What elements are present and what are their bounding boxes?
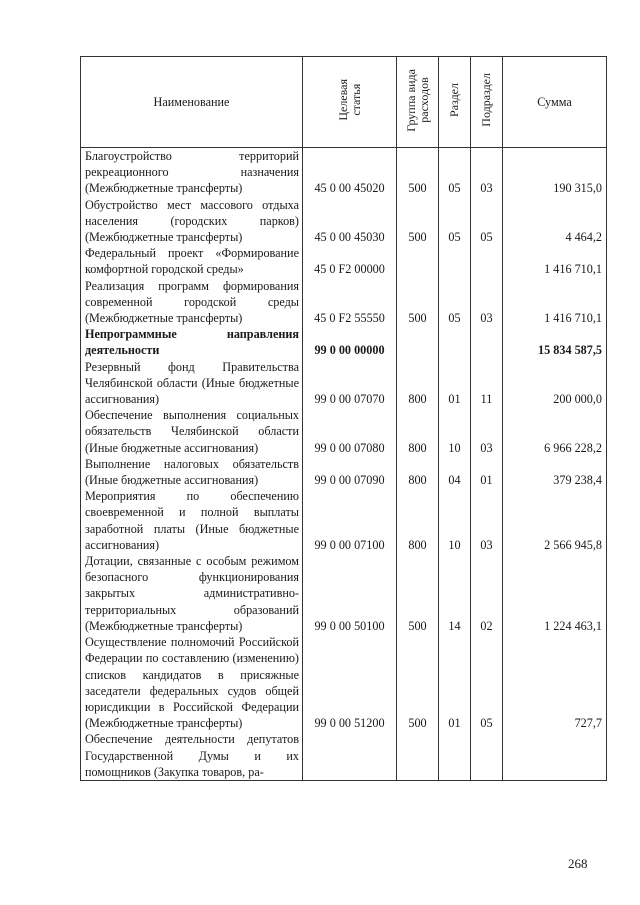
row-name: Осуществление полномочий Российской Федерации по составлению (изменению) списков кандидатов в присяжные заседатели федеральных судов общей юрисдикции в Российской Федерации (Межбюджетные трансферты) xyxy=(81,634,303,731)
budget-table xyxy=(80,56,607,781)
header-target-article: Целевая статья xyxy=(303,57,397,148)
row-subsection: 05 xyxy=(471,634,503,731)
header-expense-group: Группа вида расходов xyxy=(397,57,439,148)
row-expense-group: 500 xyxy=(397,553,439,634)
row-expense-group xyxy=(397,245,439,277)
row-sum: 15 834 587,5 xyxy=(503,326,607,358)
row-target-article: 99 0 00 07090 xyxy=(303,456,397,488)
row-name: Мероприятия по обеспечению своевременной и полной выплаты заработной платы (Иные бюджетные ассигнования) xyxy=(81,488,303,553)
table-row xyxy=(81,407,607,456)
table-row xyxy=(81,634,607,731)
row-sum: 190 315,0 xyxy=(503,148,607,197)
row-name: Благоустройство территорий рекреационного назначения (Межбюджетные трансферты) xyxy=(81,148,303,197)
row-expense-group: 800 xyxy=(397,407,439,456)
row-subsection xyxy=(471,731,503,780)
page-number: 268 xyxy=(568,856,588,871)
row-section: 05 xyxy=(439,278,471,327)
row-name: Дотации, связанные с особым режимом безопасного функционирования закрытых административно-территориальных образований (Межбюджетные трансферты) xyxy=(81,553,303,634)
row-target-article: 99 0 00 07080 xyxy=(303,407,397,456)
row-expense-group xyxy=(397,731,439,780)
row-section: 10 xyxy=(439,488,471,553)
row-section: 14 xyxy=(439,553,471,634)
row-sum: 2 566 945,8 xyxy=(503,488,607,553)
row-name: Реализация программ формирования современной городской среды (Межбюджетные трансферты) xyxy=(81,278,303,327)
row-target-article: 45 0 00 45030 xyxy=(303,197,397,246)
row-sum: 1 416 710,1 xyxy=(503,278,607,327)
row-section: 01 xyxy=(439,359,471,408)
row-expense-group: 800 xyxy=(397,359,439,408)
row-target-article: 45 0 F2 00000 xyxy=(303,245,397,277)
row-section xyxy=(439,245,471,277)
row-section xyxy=(439,326,471,358)
table-row xyxy=(81,326,607,358)
table-row xyxy=(81,245,607,277)
row-section: 01 xyxy=(439,634,471,731)
table-row xyxy=(81,488,607,553)
header-subsection: Подраздел xyxy=(471,57,503,148)
row-name: Резервный фонд Правительства Челябинской области (Иные бюджетные ассигнования) xyxy=(81,359,303,408)
row-sum: 727,7 xyxy=(503,634,607,731)
row-name: Непрограммные направления деятельности xyxy=(81,326,303,358)
row-expense-group: 500 xyxy=(397,634,439,731)
row-expense-group: 800 xyxy=(397,488,439,553)
row-expense-group: 500 xyxy=(397,197,439,246)
header-sum: Сумма xyxy=(503,57,607,148)
row-section: 10 xyxy=(439,407,471,456)
row-target-article: 99 0 00 00000 xyxy=(303,326,397,358)
row-subsection: 03 xyxy=(471,407,503,456)
row-name: Обеспечение деятельности депутатов Государственной Думы и их помощников (Закупка товаров, ра- xyxy=(81,731,303,780)
table-row xyxy=(81,553,607,634)
row-name: Федеральный проект «Формирование комфортной городской среды» xyxy=(81,245,303,277)
table-header-row xyxy=(81,57,607,148)
row-subsection: 03 xyxy=(471,278,503,327)
row-expense-group: 800 xyxy=(397,456,439,488)
row-subsection: 02 xyxy=(471,553,503,634)
table-row xyxy=(81,731,607,780)
table-row xyxy=(81,197,607,246)
row-subsection: 03 xyxy=(471,148,503,197)
table-row xyxy=(81,148,607,197)
table-row xyxy=(81,278,607,327)
row-sum: 1 416 710,1 xyxy=(503,245,607,277)
row-subsection: 01 xyxy=(471,456,503,488)
row-target-article: 45 0 F2 55550 xyxy=(303,278,397,327)
row-sum xyxy=(503,731,607,780)
row-expense-group xyxy=(397,326,439,358)
row-subsection: 05 xyxy=(471,197,503,246)
row-target-article: 99 0 00 50100 xyxy=(303,553,397,634)
row-name: Выполнение налоговых обязательств (Иные бюджетные ассигнования) xyxy=(81,456,303,488)
row-sum: 1 224 463,1 xyxy=(503,553,607,634)
row-target-article: 99 0 00 07070 xyxy=(303,359,397,408)
row-name: Обеспечение выполнения социальных обязательств Челябинской области (Иные бюджетные ассигнования) xyxy=(81,407,303,456)
row-sum: 379 238,4 xyxy=(503,456,607,488)
row-section: 04 xyxy=(439,456,471,488)
row-subsection: 03 xyxy=(471,488,503,553)
row-section: 05 xyxy=(439,197,471,246)
row-sum: 200 000,0 xyxy=(503,359,607,408)
table-row xyxy=(81,359,607,408)
row-expense-group: 500 xyxy=(397,278,439,327)
header-name: Наименование xyxy=(81,57,303,148)
row-target-article: 99 0 00 07100 xyxy=(303,488,397,553)
row-name: Обустройство мест массового отдыха населения (городских парков) (Межбюджетные трансферты) xyxy=(81,197,303,246)
row-subsection xyxy=(471,245,503,277)
row-sum: 4 464,2 xyxy=(503,197,607,246)
table-row xyxy=(81,456,607,488)
row-section: 05 xyxy=(439,148,471,197)
row-target-article: 99 0 00 51200 xyxy=(303,634,397,731)
row-section xyxy=(439,731,471,780)
header-section: Раздел xyxy=(439,57,471,148)
row-expense-group: 500 xyxy=(397,148,439,197)
row-subsection xyxy=(471,326,503,358)
row-target-article: 45 0 00 45020 xyxy=(303,148,397,197)
row-subsection: 11 xyxy=(471,359,503,408)
row-target-article xyxy=(303,731,397,780)
row-sum: 6 966 228,2 xyxy=(503,407,607,456)
